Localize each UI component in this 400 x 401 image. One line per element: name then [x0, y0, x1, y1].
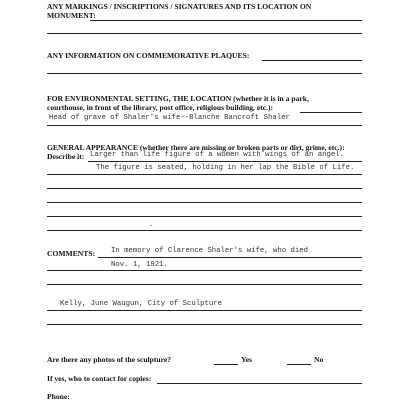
phone-label: Phone:: [47, 392, 70, 401]
comments-value-line1: In memory of Clarence Shaler's wife, who died: [111, 247, 309, 255]
markings-label-line1: ANY MARKINGS / INSCRIPTIONS / SIGNATURES AND ITS LOCATION ON: [47, 2, 312, 11]
markings-line-1: [90, 20, 362, 21]
contact-line[interactable]: [157, 383, 362, 384]
yes-label: Yes: [241, 355, 252, 364]
comments-line-3: [47, 284, 362, 285]
setting-value: Head of grave of Shaler's wife--Blanche Bancroft Shaler: [49, 114, 290, 122]
markings-label-line2: MONUMENT:: [47, 11, 96, 20]
comments-value-line2: Nov. 1, 1921.: [111, 261, 168, 269]
appearance-line-6: [47, 230, 362, 231]
appearance-line-4: [47, 202, 362, 203]
appearance-line-2: [47, 174, 362, 175]
comments-label: COMMENTS:: [47, 249, 96, 258]
plaques-label: ANY INFORMATION ON COMMEMORATIVE PLAQUES:: [47, 51, 250, 60]
appearance-line-5: [47, 216, 362, 217]
plaques-line-2: [47, 73, 362, 74]
comments-line-4: [47, 310, 362, 311]
comments-line-5: [47, 324, 362, 325]
paper-speck: [150, 225, 152, 226]
appearance-line-1: [88, 161, 362, 162]
photos-question-label: Are there any photos of the sculpture?: [47, 355, 172, 364]
setting-label-line2: courthouse, in front of the library, post office, religious building, etc.):: [47, 103, 274, 112]
plaques-line-1: [262, 60, 362, 61]
appearance-line-3: [47, 188, 362, 189]
setting-line-1: [300, 112, 362, 113]
setting-line-2: [47, 125, 362, 126]
contact-label: If yes, who to contact for copies:: [47, 374, 152, 383]
no-blank[interactable]: [287, 364, 311, 365]
markings-line-2: [47, 33, 362, 34]
setting-label-line1: FOR ENVIRONMENTAL SETTING, THE LOCATION (whether it is in a park,: [47, 94, 309, 103]
comments-line-2: [47, 270, 362, 271]
source-value: Kelly, June Waugun, City of Sculpture: [60, 300, 223, 308]
appearance-value-line1: Larger than life figure of a women with wings of an angel.: [90, 151, 344, 159]
comments-line-1: [98, 257, 362, 258]
appearance-value-line2: The figure is seated, holding in her lap the Bible of Life.: [96, 164, 355, 172]
appearance-label: GENERAL APPEARANCE (whether there are missing or broken parts or dirt, grime, etc.):: [47, 143, 345, 152]
no-label: No: [314, 355, 324, 364]
yes-blank[interactable]: [214, 364, 238, 365]
appearance-describe-label: Describe it:: [47, 152, 85, 161]
